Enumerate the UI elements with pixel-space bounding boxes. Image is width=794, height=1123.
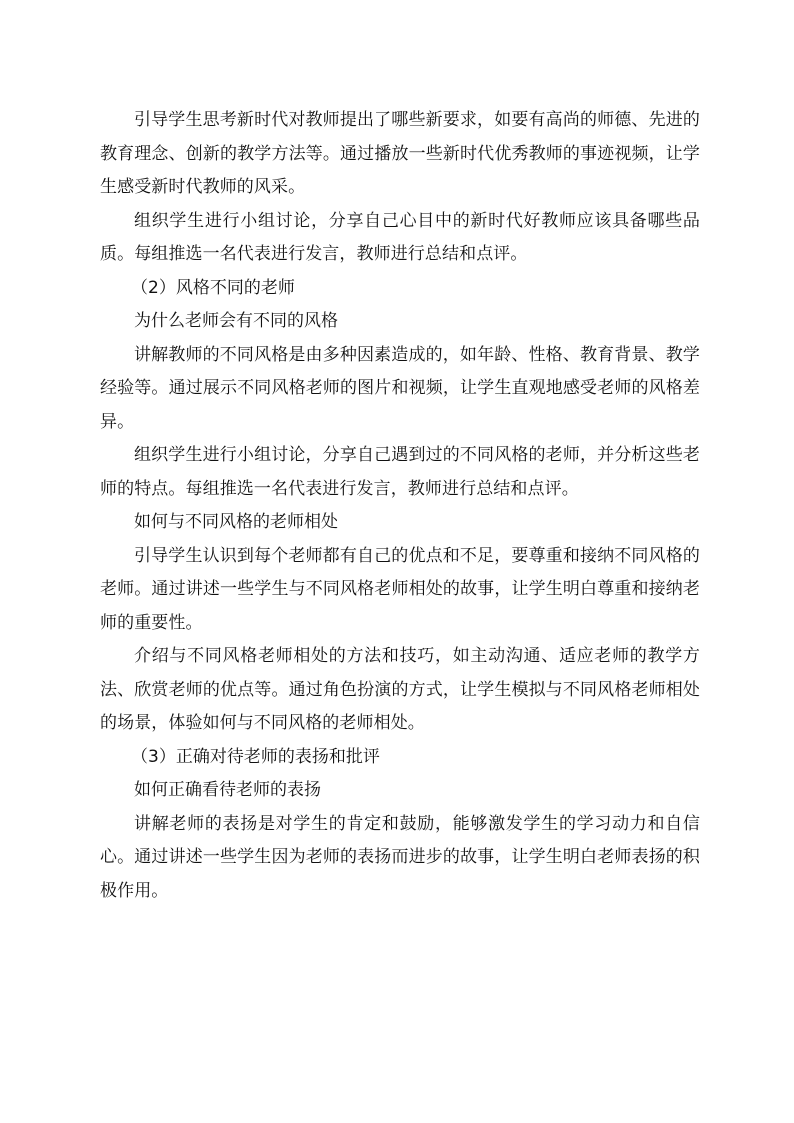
subheading-view-praise: 如何正确看待老师的表扬 xyxy=(134,780,321,800)
paragraph-praise-effect: 讲解老师的表扬是对学生的肯定和鼓励，能够激发学生的学习动力和自信心。通过讲述一些学生因为老师的表扬而进步的故事，让学生明白老师表扬的积极作用。 xyxy=(100,813,700,901)
document-body xyxy=(100,104,700,908)
paragraph-style-factors: 讲解教师的不同风格是由多种因素造成的，如年龄、性格、教育背景、教学经验等。通过展示不同风格老师的图片和视频，让学生直观地感受老师的风格差异。 xyxy=(100,344,700,432)
subheading-why-different-styles: 为什么老师会有不同的风格 xyxy=(134,311,338,331)
paragraph-respect-teachers: 引导学生认识到每个老师都有自己的优点和不足，要尊重和接纳不同风格的老师。通过讲述一些学生与不同风格老师相处的故事，让学生明白尊重和接纳老师的重要性。 xyxy=(100,545,700,633)
paragraph-group-discussion-good-teacher: 组织学生进行小组讨论，分享自己心目中的新时代好教师应该具备哪些品质。每组推选一名代表进行发言，教师进行总结和点评。 xyxy=(100,210,700,264)
paragraph-methods-and-roleplay: 介绍与不同风格老师相处的方法和技巧，如主动沟通、适应老师的教学方法、欣赏老师的优点等。通过角色扮演的方式，让学生模拟与不同风格老师相处的场景，体验如何与不同风格的老师相处。 xyxy=(100,646,700,733)
paragraph-group-discussion-styles: 组织学生进行小组讨论，分享自己遇到过的不同风格的老师，并分析这些老师的特点。每组推选一名代表进行发言，教师进行总结和点评。 xyxy=(100,445,700,499)
subheading-get-along-with-teachers: 如何与不同风格的老师相处 xyxy=(134,512,338,532)
section-heading-praise-and-criticism: （3）正确对待老师的表扬和批评 xyxy=(131,746,380,767)
paragraph-new-era-requirements: 引导学生思考新时代对教师提出了哪些新要求，如要有高尚的师德、先进的教育理念、创新的教学方法等。通过播放一些新时代优秀教师的事迹视频，让学生感受新时代教师的风采。 xyxy=(100,110,700,197)
section-heading-teacher-styles: （2）风格不同的老师 xyxy=(131,277,295,298)
